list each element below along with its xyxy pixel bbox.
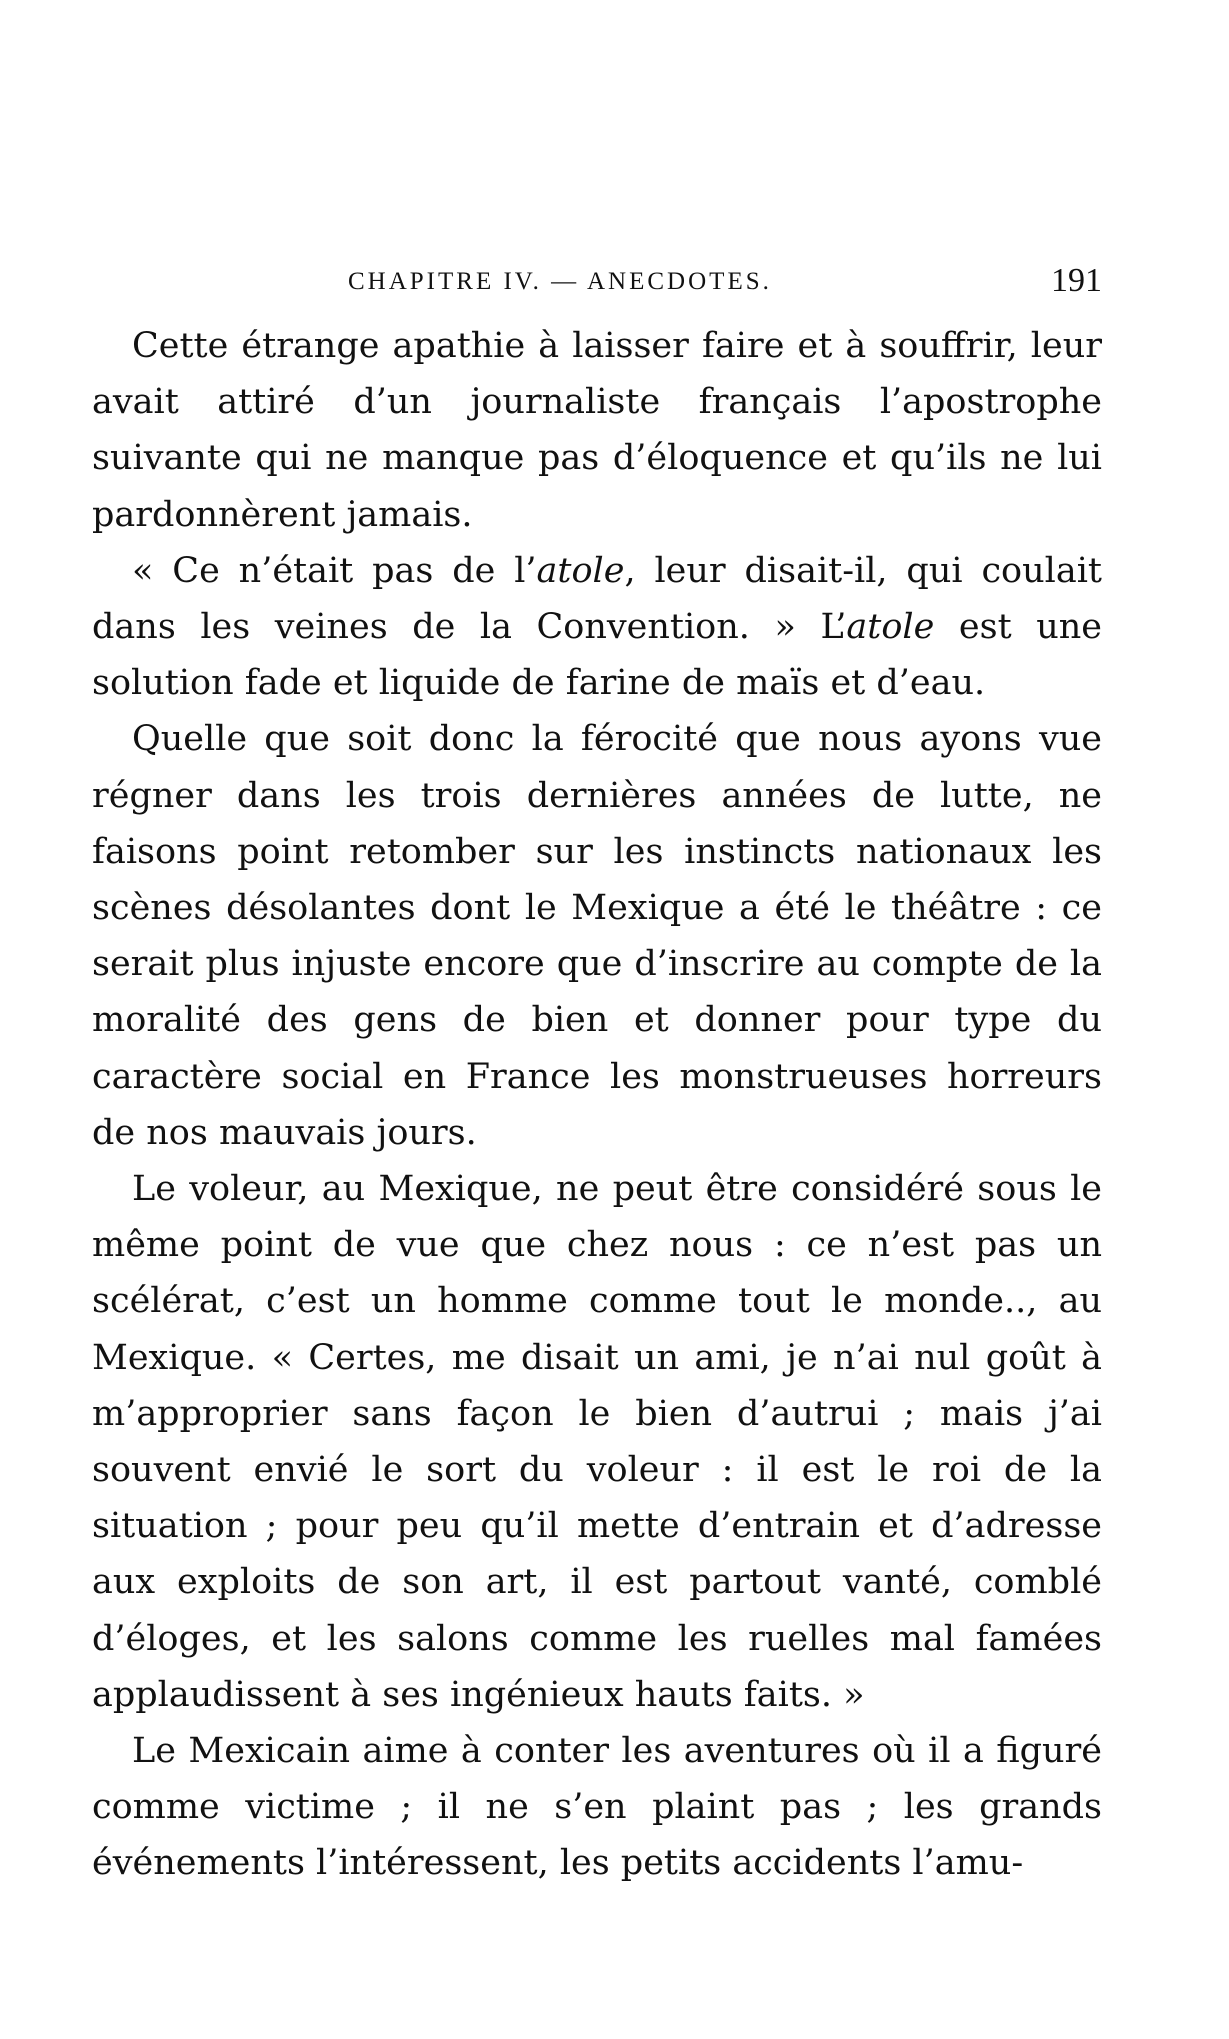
text-run: Le voleur, au Mexique, ne peut être considéré sous le même point de vue que chez nous : ce n’est pas un scélérat, c’est un homme comme tout le monde.., au Mexique. « Certes, me disait un ami, je n’ai nul goût à m’approprier sans façon le bien d’autrui ; mais j’ai souvent envié le sort du voleur : il est le roi de la situation ; pour peu qu’il mette d’entrain et d’adresse aux exploits de son art, il est partout vanté, comblé d’éloges, et les salons comme les ruelles mal famées applaudissent à ses ingénieux hauts faits. » [92, 1169, 1102, 1715]
page-number: 191 [1051, 262, 1102, 299]
text-run: est une solution fade et liquide de farine de maïs et d’eau. [92, 607, 1102, 704]
running-title: CHAPITRE IV. — ANECDOTES. [348, 268, 772, 295]
body-text [92, 318, 1102, 1892]
text-run: « Ce n’était pas de l’ [132, 550, 537, 591]
italic-term: atole [846, 607, 935, 648]
paragraph [92, 1161, 1102, 1723]
paragraph [92, 318, 1102, 543]
text-run: Quelle que soit donc la férocité que nous ayons vue régner dans les trois dernières années de lutte, ne faisons point retomber sur les instincts nationaux les scènes désolantes dont le Mexique a été le théâtre : ce serait plus injuste encore que d’inscrire au compte de la moralité des gens de bien et donner pour type du caractère social en France les monstrueuses horreurs de nos mauvais jours. [92, 719, 1102, 1153]
paragraph [92, 543, 1102, 712]
paragraph [92, 1723, 1102, 1892]
page-header [348, 262, 1102, 312]
italic-term: atole [536, 550, 625, 591]
paragraph [92, 711, 1102, 1161]
text-run: Cette étrange apathie à laisser faire et à souffrir, leur avait attiré d’un journaliste français l’apostrophe suivante qui ne manque pas d’éloquence et qu’ils ne lui pardonnèrent jamais. [92, 326, 1102, 535]
text-run: Le Mexicain aime à conter les aventures où il a figuré comme victime ; il ne s’en plaint pas ; les grands événements l’intéressent, les petits accidents l’amu- [92, 1731, 1102, 1884]
text-run: , leur disait-il, qui coulait dans les veines de la Convention. » L’ [92, 550, 1102, 648]
